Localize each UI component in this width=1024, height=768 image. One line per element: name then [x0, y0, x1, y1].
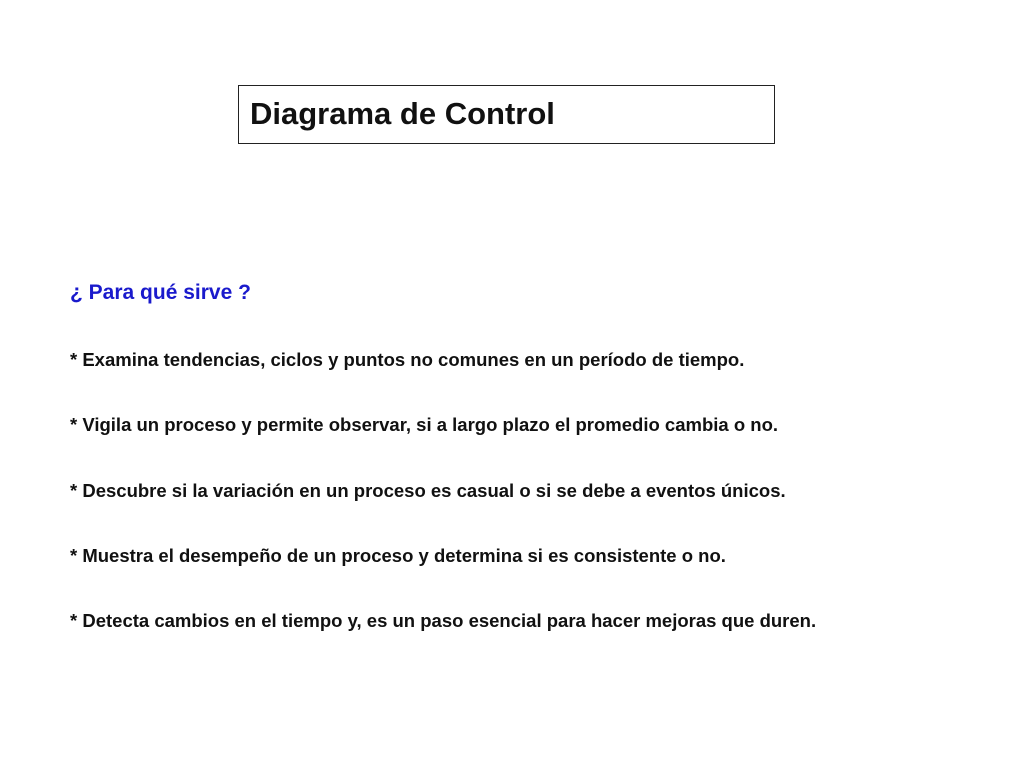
bullet-item: * Examina tendencias, ciclos y puntos no comunes en un período de tiempo.: [70, 349, 745, 370]
bullet-item: * Muestra el desempeño de un proceso y determina si es consistente o no.: [70, 545, 726, 566]
question-heading: ¿ Para qué sirve ?: [70, 281, 251, 304]
title-box: [238, 85, 775, 144]
bullet-item: * Descubre si la variación en un proceso es casual o si se debe a eventos únicos.: [70, 480, 786, 501]
bullet-item: * Vigila un proceso y permite observar, si a largo plazo el promedio cambia o no.: [70, 414, 779, 435]
slide-title: Diagrama de Control: [250, 96, 555, 131]
bullet-item: * Detecta cambios en el tiempo y, es un paso esencial para hacer mejoras que duren.: [70, 610, 817, 631]
